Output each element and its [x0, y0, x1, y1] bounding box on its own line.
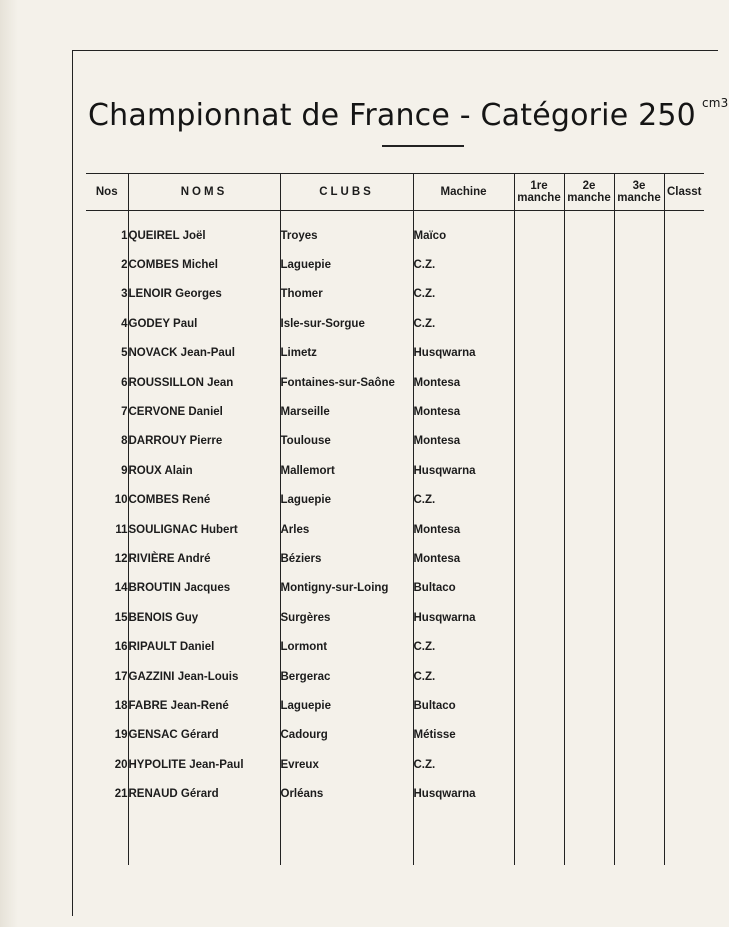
- cell-manche-1: [514, 691, 564, 720]
- cell-club: Béziers: [280, 544, 413, 573]
- cell-machine: Montesa: [413, 544, 514, 573]
- cell-num: 21: [114, 788, 128, 801]
- header-manche-2: [564, 174, 614, 211]
- cell-manche-2: [564, 779, 614, 808]
- cell-machine: Montesa: [413, 368, 514, 397]
- cell-num: 8: [121, 435, 128, 448]
- filler-cell: [86, 809, 128, 865]
- cell-manche-1: [514, 427, 564, 456]
- cell-machine: Métisse: [413, 721, 514, 750]
- cell-name: CERVONE Daniel: [128, 397, 280, 426]
- cell-manche-3: [614, 309, 664, 338]
- cell-name: GODEY Paul: [128, 309, 280, 338]
- spacer-cell: [128, 211, 280, 222]
- cell-manche-2: [564, 309, 614, 338]
- cell-manche-2: [564, 456, 614, 485]
- page-title: [88, 96, 729, 133]
- cell-classement: [664, 427, 704, 456]
- cell-manche-1: [514, 397, 564, 426]
- cell-manche-1: [514, 368, 564, 397]
- cell-classement: [664, 544, 704, 573]
- header-manche-3: [614, 174, 664, 211]
- cell-name: BENOIS Guy: [128, 603, 280, 632]
- cell-num: 6: [121, 376, 128, 389]
- filler-cell: [664, 809, 704, 865]
- cell-manche-2: [564, 486, 614, 515]
- table-row: [86, 250, 704, 279]
- cell-classement: [664, 397, 704, 426]
- cell-machine: Montesa: [413, 427, 514, 456]
- cell-name: GENSAC Gérard: [128, 721, 280, 750]
- cell-classement: [664, 779, 704, 808]
- cell-name: RIPAULT Daniel: [128, 632, 280, 661]
- filler-cell: [413, 809, 514, 865]
- cell-classement: [664, 280, 704, 309]
- cell-name: ROUSSILLON Jean: [128, 368, 280, 397]
- table-header-row: [86, 174, 704, 211]
- spacer-cell: [614, 211, 664, 222]
- title-text: Championnat de France - Catégorie 250: [88, 98, 696, 133]
- cell-num: 3: [121, 288, 128, 301]
- header-manche-2-ordinal: 2e: [582, 180, 596, 192]
- cell-machine: Husqwarna: [413, 603, 514, 632]
- cell-machine: Husqwarna: [413, 456, 514, 485]
- cell-manche-3: [614, 397, 664, 426]
- cell-manche-3: [614, 250, 664, 279]
- cell-manche-1: [514, 515, 564, 544]
- cell-classement: [664, 221, 704, 250]
- cell-classement: [664, 662, 704, 691]
- cell-num: 10: [114, 494, 128, 507]
- cell-name: COMBES René: [128, 486, 280, 515]
- cell-club: Bergerac: [280, 662, 413, 691]
- cell-name: COMBES Michel: [128, 250, 280, 279]
- cell-manche-3: [614, 368, 664, 397]
- cell-machine: Husqwarna: [413, 339, 514, 368]
- table-row: [86, 397, 704, 426]
- cell-machine: Maïco: [413, 221, 514, 250]
- cell-classement: [664, 691, 704, 720]
- cell-club: Laguepie: [280, 691, 413, 720]
- cell-manche-1: [514, 339, 564, 368]
- cell-classement: [664, 632, 704, 661]
- cell-machine: C.Z.: [413, 250, 514, 279]
- cell-manche-2: [564, 368, 614, 397]
- header-manche-2-label: manche: [567, 192, 611, 204]
- cell-manche-1: [514, 632, 564, 661]
- cell-manche-1: [514, 574, 564, 603]
- filler-cell: [280, 809, 413, 865]
- spacer-cell: [514, 211, 564, 222]
- cell-manche-2: [564, 280, 614, 309]
- cell-name: DARROUY Pierre: [128, 427, 280, 456]
- cell-manche-1: [514, 544, 564, 573]
- cell-club: Thomer: [280, 280, 413, 309]
- cell-name: FABRE Jean-René: [128, 691, 280, 720]
- table-row: [86, 691, 704, 720]
- cell-classement: [664, 515, 704, 544]
- cell-club: Cadourg: [280, 721, 413, 750]
- cell-num: 12: [114, 552, 128, 565]
- cell-club: Troyes: [280, 221, 413, 250]
- table-row: [86, 339, 704, 368]
- header-manche-1-ordinal: 1re: [530, 180, 548, 192]
- cell-manche-2: [564, 544, 614, 573]
- cell-num: 2: [121, 259, 128, 272]
- cell-machine: Montesa: [413, 397, 514, 426]
- cell-name: QUEIREL Joël: [128, 221, 280, 250]
- cell-machine: Husqwarna: [413, 779, 514, 808]
- cell-manche-1: [514, 250, 564, 279]
- title-unit: cm3: [701, 96, 729, 110]
- cell-manche-3: [614, 427, 664, 456]
- cell-manche-2: [564, 750, 614, 779]
- cell-num: 5: [121, 347, 128, 360]
- cell-club: Lormont: [280, 632, 413, 661]
- cell-manche-3: [614, 721, 664, 750]
- cell-name: RENAUD Gérard: [128, 779, 280, 808]
- cell-club: Laguepie: [280, 250, 413, 279]
- cell-club: Mallemort: [280, 456, 413, 485]
- table-row: [86, 280, 704, 309]
- cell-manche-2: [564, 339, 614, 368]
- table-row: [86, 221, 704, 250]
- cell-manche-1: [514, 309, 564, 338]
- filler-cell: [128, 809, 280, 865]
- cell-classement: [664, 339, 704, 368]
- spacer-cell: [564, 211, 614, 222]
- cell-club: Isle-sur-Sorgue: [280, 309, 413, 338]
- cell-machine: C.Z.: [413, 309, 514, 338]
- cell-classement: [664, 486, 704, 515]
- cell-manche-3: [614, 662, 664, 691]
- cell-classement: [664, 368, 704, 397]
- header-noms: NOMS: [128, 174, 280, 211]
- cell-num: 19: [114, 729, 128, 742]
- cell-num: 14: [114, 582, 128, 595]
- cell-machine: Bultaco: [413, 691, 514, 720]
- cell-manche-1: [514, 603, 564, 632]
- cell-manche-2: [564, 721, 614, 750]
- header-machine: Machine: [413, 174, 514, 211]
- cell-num: 17: [114, 670, 128, 683]
- cell-manche-1: [514, 750, 564, 779]
- cell-machine: C.Z.: [413, 280, 514, 309]
- cell-club: Limetz: [280, 339, 413, 368]
- cell-num: 9: [121, 464, 128, 477]
- cell-club: Fontaines-sur-Saône: [280, 368, 413, 397]
- cell-manche-3: [614, 632, 664, 661]
- header-manche-3-label: manche: [617, 192, 661, 204]
- cell-name: LENOIR Georges: [128, 280, 280, 309]
- header-manche-3-ordinal: 3e: [632, 180, 646, 192]
- cell-club: Evreux: [280, 750, 413, 779]
- filler-cell: [514, 809, 564, 865]
- cell-classement: [664, 750, 704, 779]
- table-row: [86, 456, 704, 485]
- cell-manche-3: [614, 603, 664, 632]
- cell-manche-1: [514, 456, 564, 485]
- cell-num: 1: [121, 229, 128, 242]
- table-body: [86, 211, 704, 865]
- cell-classement: [664, 721, 704, 750]
- table-row: [86, 368, 704, 397]
- cell-num: 7: [121, 406, 128, 419]
- cell-manche-3: [614, 280, 664, 309]
- cell-machine: Bultaco: [413, 574, 514, 603]
- cell-club: Montigny-sur-Loing: [280, 574, 413, 603]
- cell-manche-1: [514, 221, 564, 250]
- cell-manche-2: [564, 574, 614, 603]
- filler-cell: [614, 809, 664, 865]
- page-edge: [0, 0, 18, 927]
- cell-manche-3: [614, 456, 664, 485]
- filler-cell: [564, 809, 614, 865]
- cell-name: ROUX Alain: [128, 456, 280, 485]
- cell-num: 11: [115, 523, 128, 536]
- cell-manche-1: [514, 486, 564, 515]
- table-row: [86, 515, 704, 544]
- cell-classement: [664, 309, 704, 338]
- cell-manche-2: [564, 632, 614, 661]
- spacer-cell: [664, 211, 704, 222]
- cell-club: Arles: [280, 515, 413, 544]
- cell-name: RIVIÈRE André: [128, 544, 280, 573]
- cell-name: SOULIGNAC Hubert: [128, 515, 280, 544]
- cell-name: NOVACK Jean-Paul: [128, 339, 280, 368]
- cell-classement: [664, 574, 704, 603]
- cell-machine: C.Z.: [413, 750, 514, 779]
- cell-manche-2: [564, 427, 614, 456]
- cell-name: BROUTIN Jacques: [128, 574, 280, 603]
- table-row: [86, 632, 704, 661]
- cell-machine: Montesa: [413, 515, 514, 544]
- table-filler-row: [86, 809, 704, 865]
- cell-manche-1: [514, 721, 564, 750]
- cell-machine: C.Z.: [413, 486, 514, 515]
- table-row: [86, 603, 704, 632]
- cell-name: GAZZINI Jean-Louis: [128, 662, 280, 691]
- cell-manche-3: [614, 544, 664, 573]
- header-clubs: CLUBS: [280, 174, 413, 211]
- header-manche-1-label: manche: [517, 192, 561, 204]
- cell-name: HYPOLITE Jean-Paul: [128, 750, 280, 779]
- table-row: [86, 309, 704, 338]
- cell-manche-2: [564, 515, 614, 544]
- cell-num: 20: [114, 758, 128, 771]
- cell-manche-1: [514, 662, 564, 691]
- spacer-cell: [280, 211, 413, 222]
- cell-manche-2: [564, 662, 614, 691]
- cell-classement: [664, 456, 704, 485]
- header-manche-1: [514, 174, 564, 211]
- table-row: [86, 662, 704, 691]
- spacer-cell: [413, 211, 514, 222]
- table-row: [86, 574, 704, 603]
- cell-club: Marseille: [280, 397, 413, 426]
- cell-manche-3: [614, 486, 664, 515]
- cell-manche-2: [564, 221, 614, 250]
- cell-num: 18: [114, 699, 128, 712]
- header-classement: Classt: [664, 174, 704, 211]
- cell-classement: [664, 250, 704, 279]
- spacer-cell: [86, 211, 128, 222]
- cell-num: 16: [114, 641, 128, 654]
- cell-manche-3: [614, 779, 664, 808]
- cell-manche-2: [564, 250, 614, 279]
- cell-num: 15: [114, 611, 128, 624]
- cell-manche-3: [614, 574, 664, 603]
- cell-machine: C.Z.: [413, 662, 514, 691]
- cell-classement: [664, 603, 704, 632]
- cell-manche-2: [564, 603, 614, 632]
- cell-manche-1: [514, 779, 564, 808]
- cell-num: 4: [121, 317, 128, 330]
- cell-manche-2: [564, 691, 614, 720]
- cell-manche-3: [614, 691, 664, 720]
- cell-club: Orléans: [280, 779, 413, 808]
- cell-club: Surgères: [280, 603, 413, 632]
- table-row: [86, 750, 704, 779]
- table-row: [86, 544, 704, 573]
- table-row: [86, 427, 704, 456]
- header-num: Nos: [86, 174, 128, 211]
- cell-manche-3: [614, 750, 664, 779]
- cell-manche-3: [614, 339, 664, 368]
- title-underline: [382, 145, 464, 147]
- table-row: [86, 779, 704, 808]
- table-row: [86, 486, 704, 515]
- table-spacer-row: [86, 211, 704, 222]
- table-row: [86, 721, 704, 750]
- cell-manche-3: [614, 515, 664, 544]
- cell-club: Laguepie: [280, 486, 413, 515]
- cell-club: Toulouse: [280, 427, 413, 456]
- cell-manche-2: [564, 397, 614, 426]
- cell-manche-1: [514, 280, 564, 309]
- cell-machine: C.Z.: [413, 632, 514, 661]
- cell-manche-3: [614, 221, 664, 250]
- results-table: [86, 173, 704, 865]
